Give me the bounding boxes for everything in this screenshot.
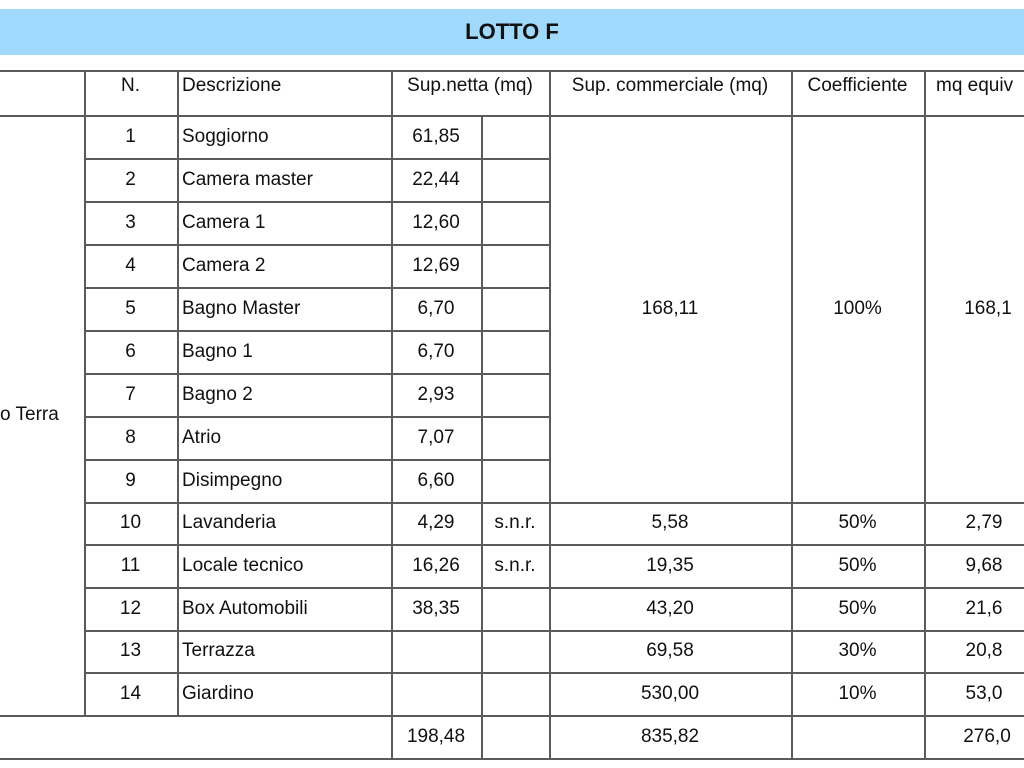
floor-label: o Terra: [0, 404, 59, 425]
row-n: 10: [119, 512, 142, 533]
row-sup-commerciale: 69,58: [646, 640, 694, 661]
row-descrizione: Lavanderia: [182, 512, 277, 533]
row-n: 4: [125, 255, 136, 276]
grid-line: [84, 115, 86, 715]
row-sup-netta: 6,70: [417, 298, 455, 319]
row-mq-equiv: 9,68: [965, 555, 1003, 576]
row-coefficiente: 30%: [838, 640, 877, 661]
row-sup-netta: 7,07: [417, 427, 455, 448]
row-mq-equiv: 2,79: [965, 512, 1003, 533]
grid-line: [791, 115, 793, 758]
row-sup-commerciale: 530,00: [640, 683, 700, 704]
header-coefficiente: Coefficiente: [807, 75, 908, 96]
row-sup-netta: 38,35: [412, 598, 460, 619]
grid-line: [0, 70, 1024, 72]
row-sup-netta: 61,85: [412, 126, 460, 147]
row-n: 9: [125, 470, 136, 491]
grid-line: [549, 115, 551, 758]
row-n: 11: [120, 555, 141, 576]
merged-sup-commerciale: 168,11: [641, 298, 699, 319]
grid-line: [549, 587, 1024, 589]
row-n: 1: [125, 126, 136, 147]
grid-line: [84, 502, 549, 504]
row-n: 12: [119, 598, 142, 619]
grid-line: [84, 244, 549, 246]
row-mq-equiv: 53,0: [965, 683, 1003, 704]
row-descrizione: Bagno Master: [182, 298, 301, 319]
row-descrizione: Bagno 1: [182, 341, 253, 362]
grid-line: [0, 715, 1024, 717]
merged-mq-equiv: 168,1: [964, 298, 1012, 319]
row-descrizione: Locale tecnico: [182, 555, 304, 576]
merged-coefficiente: 100%: [833, 298, 882, 319]
grid-line: [84, 672, 549, 674]
row-descrizione: Camera 2: [182, 255, 266, 276]
grid-line: [84, 544, 549, 546]
grid-line: [84, 158, 549, 160]
header-sup-netta: Sup.netta (mq): [407, 75, 533, 96]
grid-line: [924, 70, 926, 116]
grid-line: [549, 502, 1024, 504]
row-n: 8: [125, 427, 136, 448]
grid-line: [84, 630, 549, 632]
grid-line: [84, 416, 549, 418]
header-mq-equiv: mq equiv: [936, 75, 1014, 96]
grid-line: [549, 672, 1024, 674]
row-n: 6: [125, 341, 136, 362]
row-sup-commerciale: 19,35: [646, 555, 694, 576]
row-n: 13: [119, 640, 142, 661]
row-sup-netta: 2,93: [417, 384, 455, 405]
row-descrizione: Disimpegno: [182, 470, 283, 491]
row-n: 14: [119, 683, 142, 704]
row-n: 7: [125, 384, 136, 405]
grid-line: [0, 115, 1024, 117]
row-sup-commerciale: 43,20: [646, 598, 694, 619]
grid-line: [84, 287, 549, 289]
row-descrizione: Atrio: [182, 427, 222, 448]
row-descrizione: Terrazza: [182, 640, 255, 661]
row-n: 3: [125, 212, 136, 233]
grid-line: [84, 459, 549, 461]
row-n: 2: [125, 169, 136, 190]
grid-line: [177, 115, 179, 715]
row-descrizione: Camera 1: [182, 212, 266, 233]
grid-line: [84, 330, 549, 332]
row-note: s.n.r.: [494, 512, 536, 533]
row-sup-netta: 22,44: [412, 169, 460, 190]
total-sup-commerciale: 835,82: [640, 726, 700, 747]
grid-line: [177, 70, 179, 116]
row-n: 5: [125, 298, 136, 319]
row-mq-equiv: 21,6: [965, 598, 1003, 619]
row-sup-netta: 12,69: [412, 255, 460, 276]
grid-line: [84, 201, 549, 203]
row-sup-netta: 6,70: [417, 341, 455, 362]
header-sup-commerciale: Sup. commerciale (mq): [571, 75, 769, 96]
row-descrizione: Camera master: [182, 169, 313, 190]
title-banner: [0, 9, 1024, 55]
total-sup-netta: 198,48: [406, 726, 466, 747]
total-mq-equiv: 276,0: [963, 726, 1011, 747]
row-sup-netta: 4,29: [417, 512, 455, 533]
row-coefficiente: 50%: [838, 555, 877, 576]
grid-line: [549, 544, 1024, 546]
row-descrizione: Box Automobili: [182, 598, 308, 619]
row-descrizione: Soggiorno: [182, 126, 269, 147]
row-sup-commerciale: 5,58: [651, 512, 689, 533]
grid-line: [924, 115, 926, 758]
header-descrizione: Descrizione: [182, 75, 282, 96]
row-descrizione: Bagno 2: [182, 384, 253, 405]
grid-line: [0, 758, 1024, 760]
row-coefficiente: 50%: [838, 598, 877, 619]
grid-line: [84, 373, 549, 375]
row-mq-equiv: 20,8: [965, 640, 1003, 661]
row-coefficiente: 10%: [838, 683, 877, 704]
row-descrizione: Giardino: [182, 683, 254, 704]
grid-line: [481, 115, 483, 758]
row-coefficiente: 50%: [838, 512, 877, 533]
row-sup-netta: 6,60: [417, 470, 455, 491]
grid-line: [549, 630, 1024, 632]
row-sup-netta: 12,60: [412, 212, 460, 233]
grid-line: [84, 587, 549, 589]
row-sup-netta: 16,26: [412, 555, 460, 576]
row-note: s.n.r.: [494, 555, 536, 576]
grid-line: [391, 115, 393, 758]
header-n: N.: [121, 75, 140, 96]
page-title: LOTTO F: [465, 19, 559, 44]
